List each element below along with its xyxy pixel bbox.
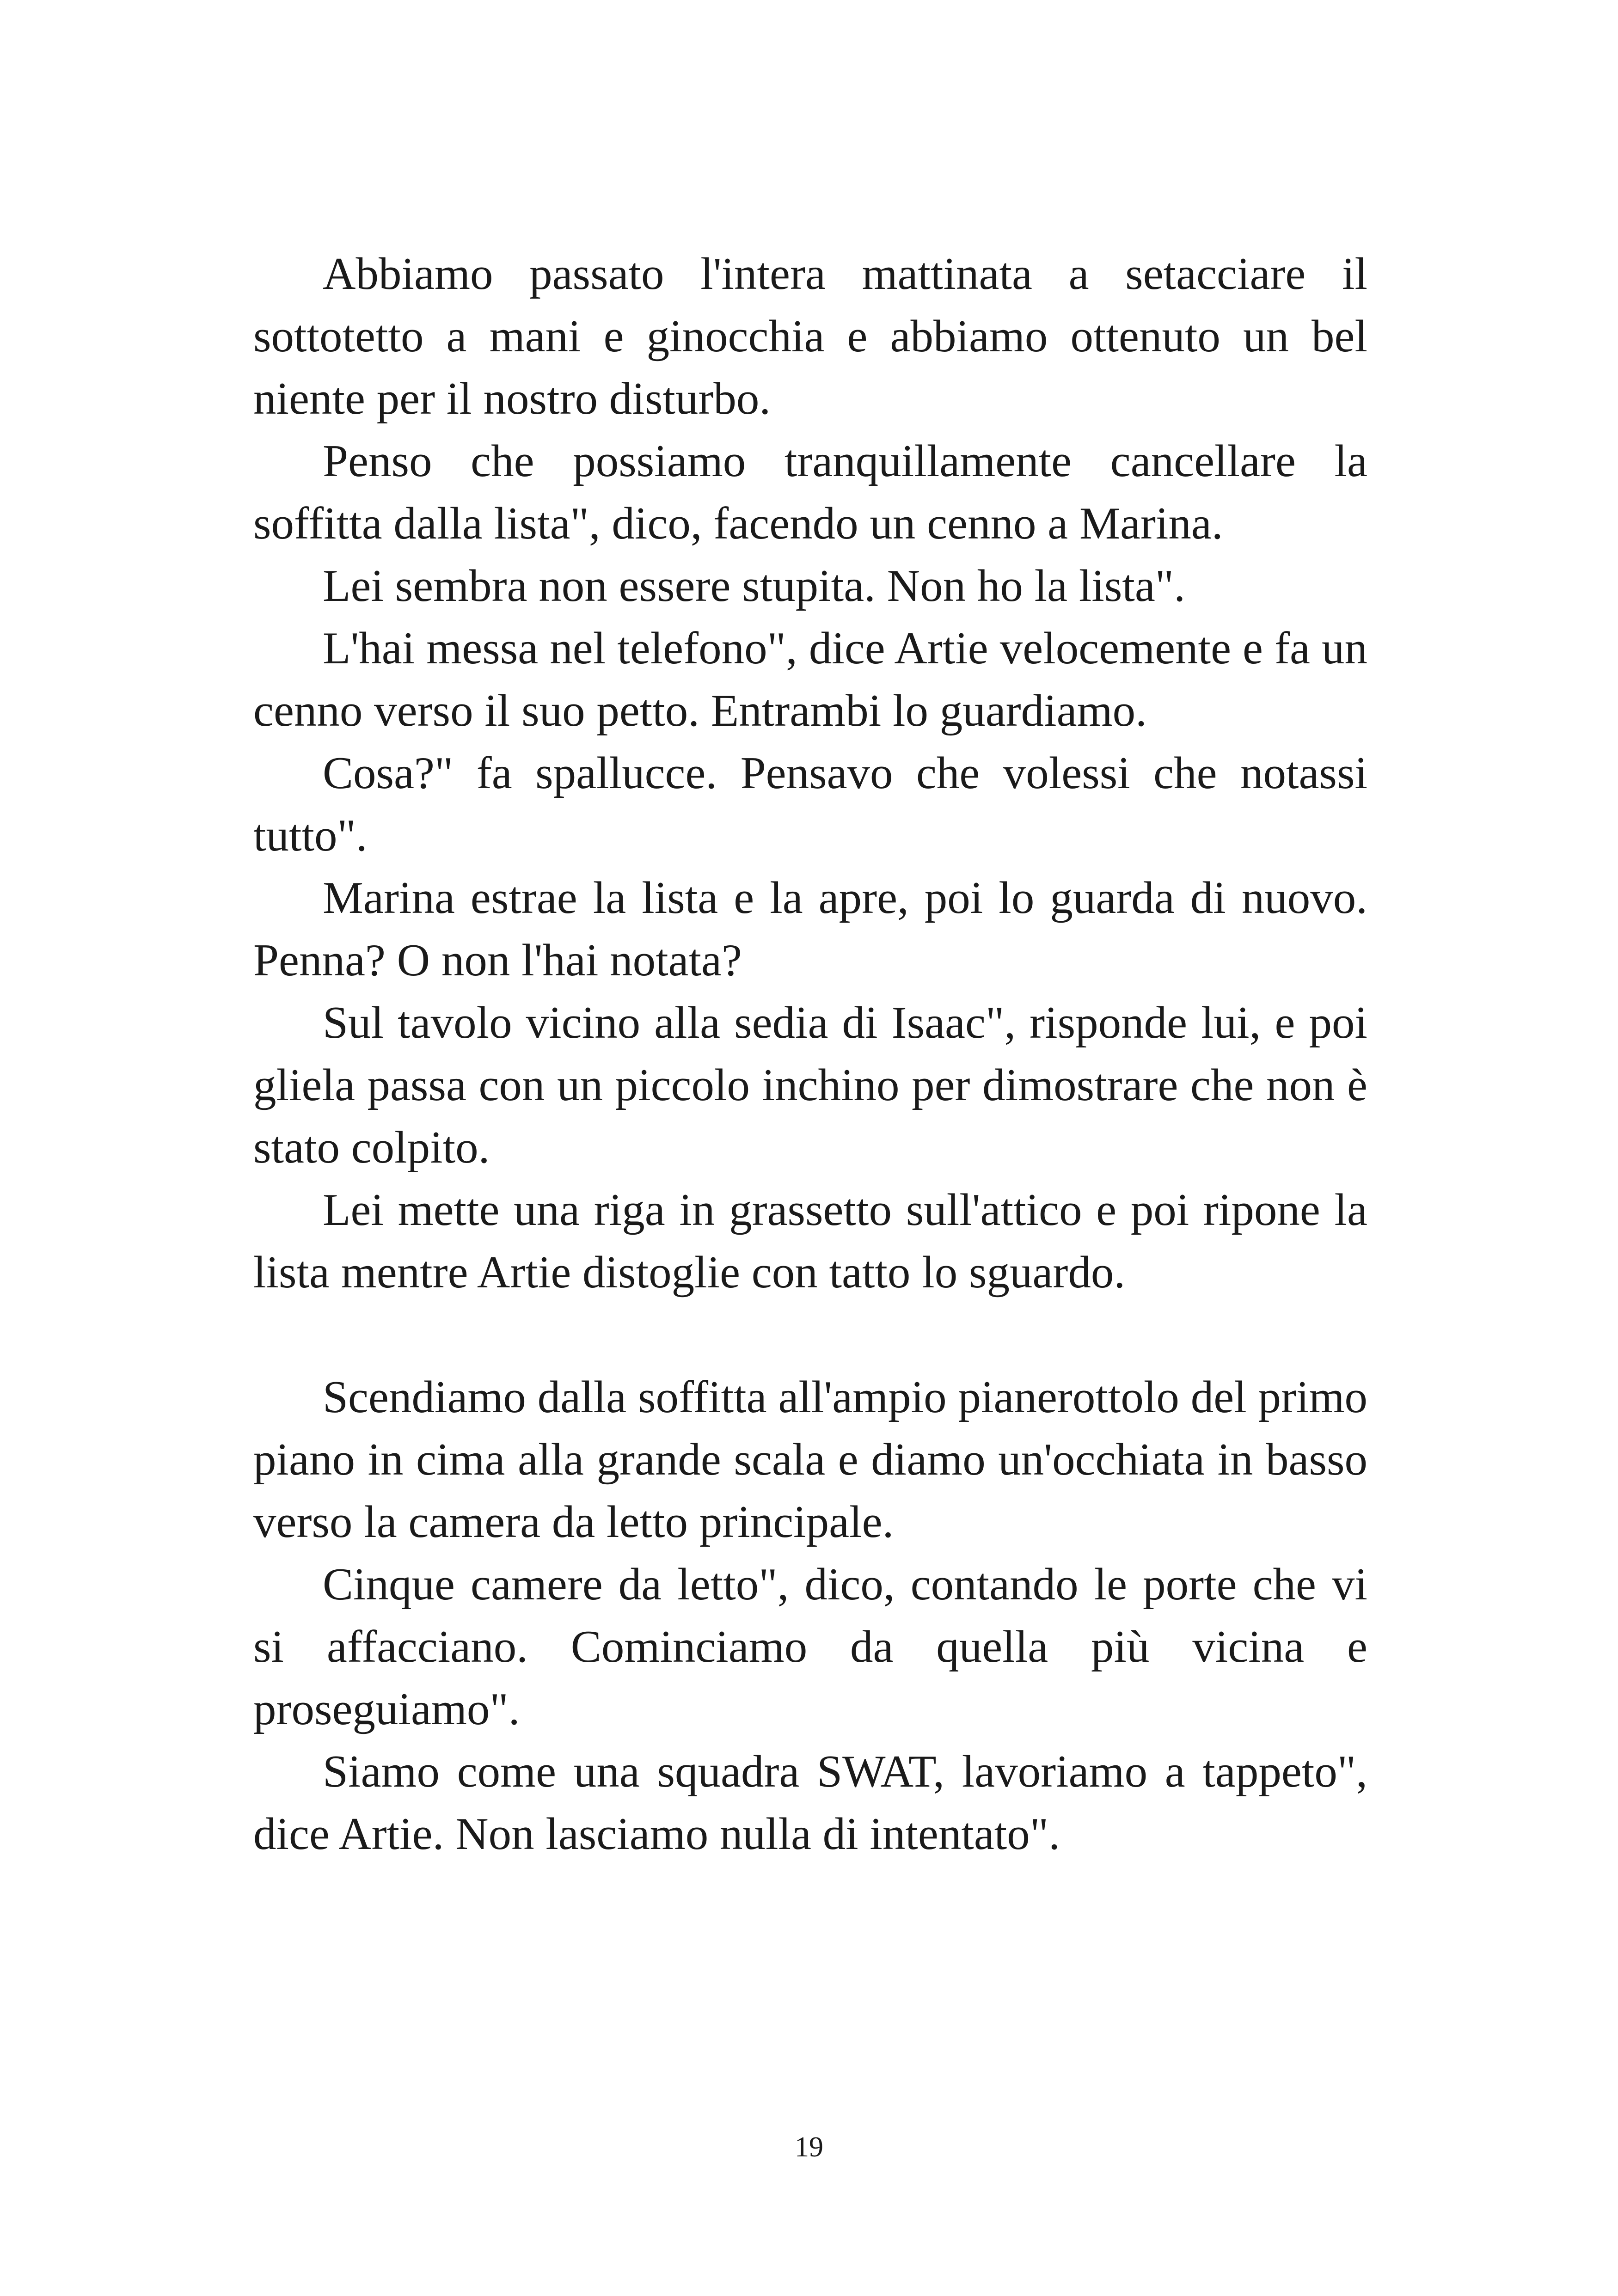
- paragraph: Marina estrae la lista e la apre, poi lo guarda di nuovo. Penna? O non l'hai notata?: [253, 873, 1367, 986]
- paragraph: Siamo come una squadra SWAT, lavoriamo a tappeto", dice Artie. Non lasciamo nulla di intentato".: [253, 1746, 1367, 1859]
- paragraph: Lei sembra non essere stupita. Non ho la lista".: [323, 561, 1185, 611]
- paragraph: L'hai messa nel telefono", dice Artie velocemente e fa un cenno verso il suo petto. Entrambi lo guardiamo.: [253, 623, 1367, 736]
- paragraph: Lei mette una riga in grassetto sull'attico e poi ripone la lista mentre Artie distoglie con tatto lo sguardo.: [253, 1185, 1367, 1298]
- paragraph: Cinque camere da letto", dico, contando le porte che vi si affacciano. Cominciamo da quella più vicina e proseguiamo".: [253, 1559, 1367, 1734]
- section-break: [253, 1304, 1367, 1366]
- paragraph: Penso che possiamo tranquillamente cancellare la soffitta dalla lista", dico, facendo un cenno a Marina.: [253, 436, 1367, 549]
- paragraph: Scendiamo dalla soffitta all'ampio pianerottolo del primo piano in cima alla grande scala e diamo un'occhiata in basso verso la camera da letto principale.: [253, 1372, 1367, 1547]
- paragraph: Cosa?" fa spallucce. Pensavo che volessi che notassi tutto".: [253, 748, 1367, 861]
- page-number: 19: [795, 2131, 823, 2163]
- paragraph: Sul tavolo vicino alla sedia di Isaac", risponde lui, e poi gliela passa con un piccolo inchino per dimostrare che non è stato colpito.: [253, 998, 1367, 1173]
- paragraph: Abbiamo passato l'intera mattinata a setacciare il sottotetto a mani e ginocchia e abbiamo ottenuto un bel niente per il nostro disturbo.: [253, 249, 1367, 424]
- body-text: [253, 243, 1367, 1865]
